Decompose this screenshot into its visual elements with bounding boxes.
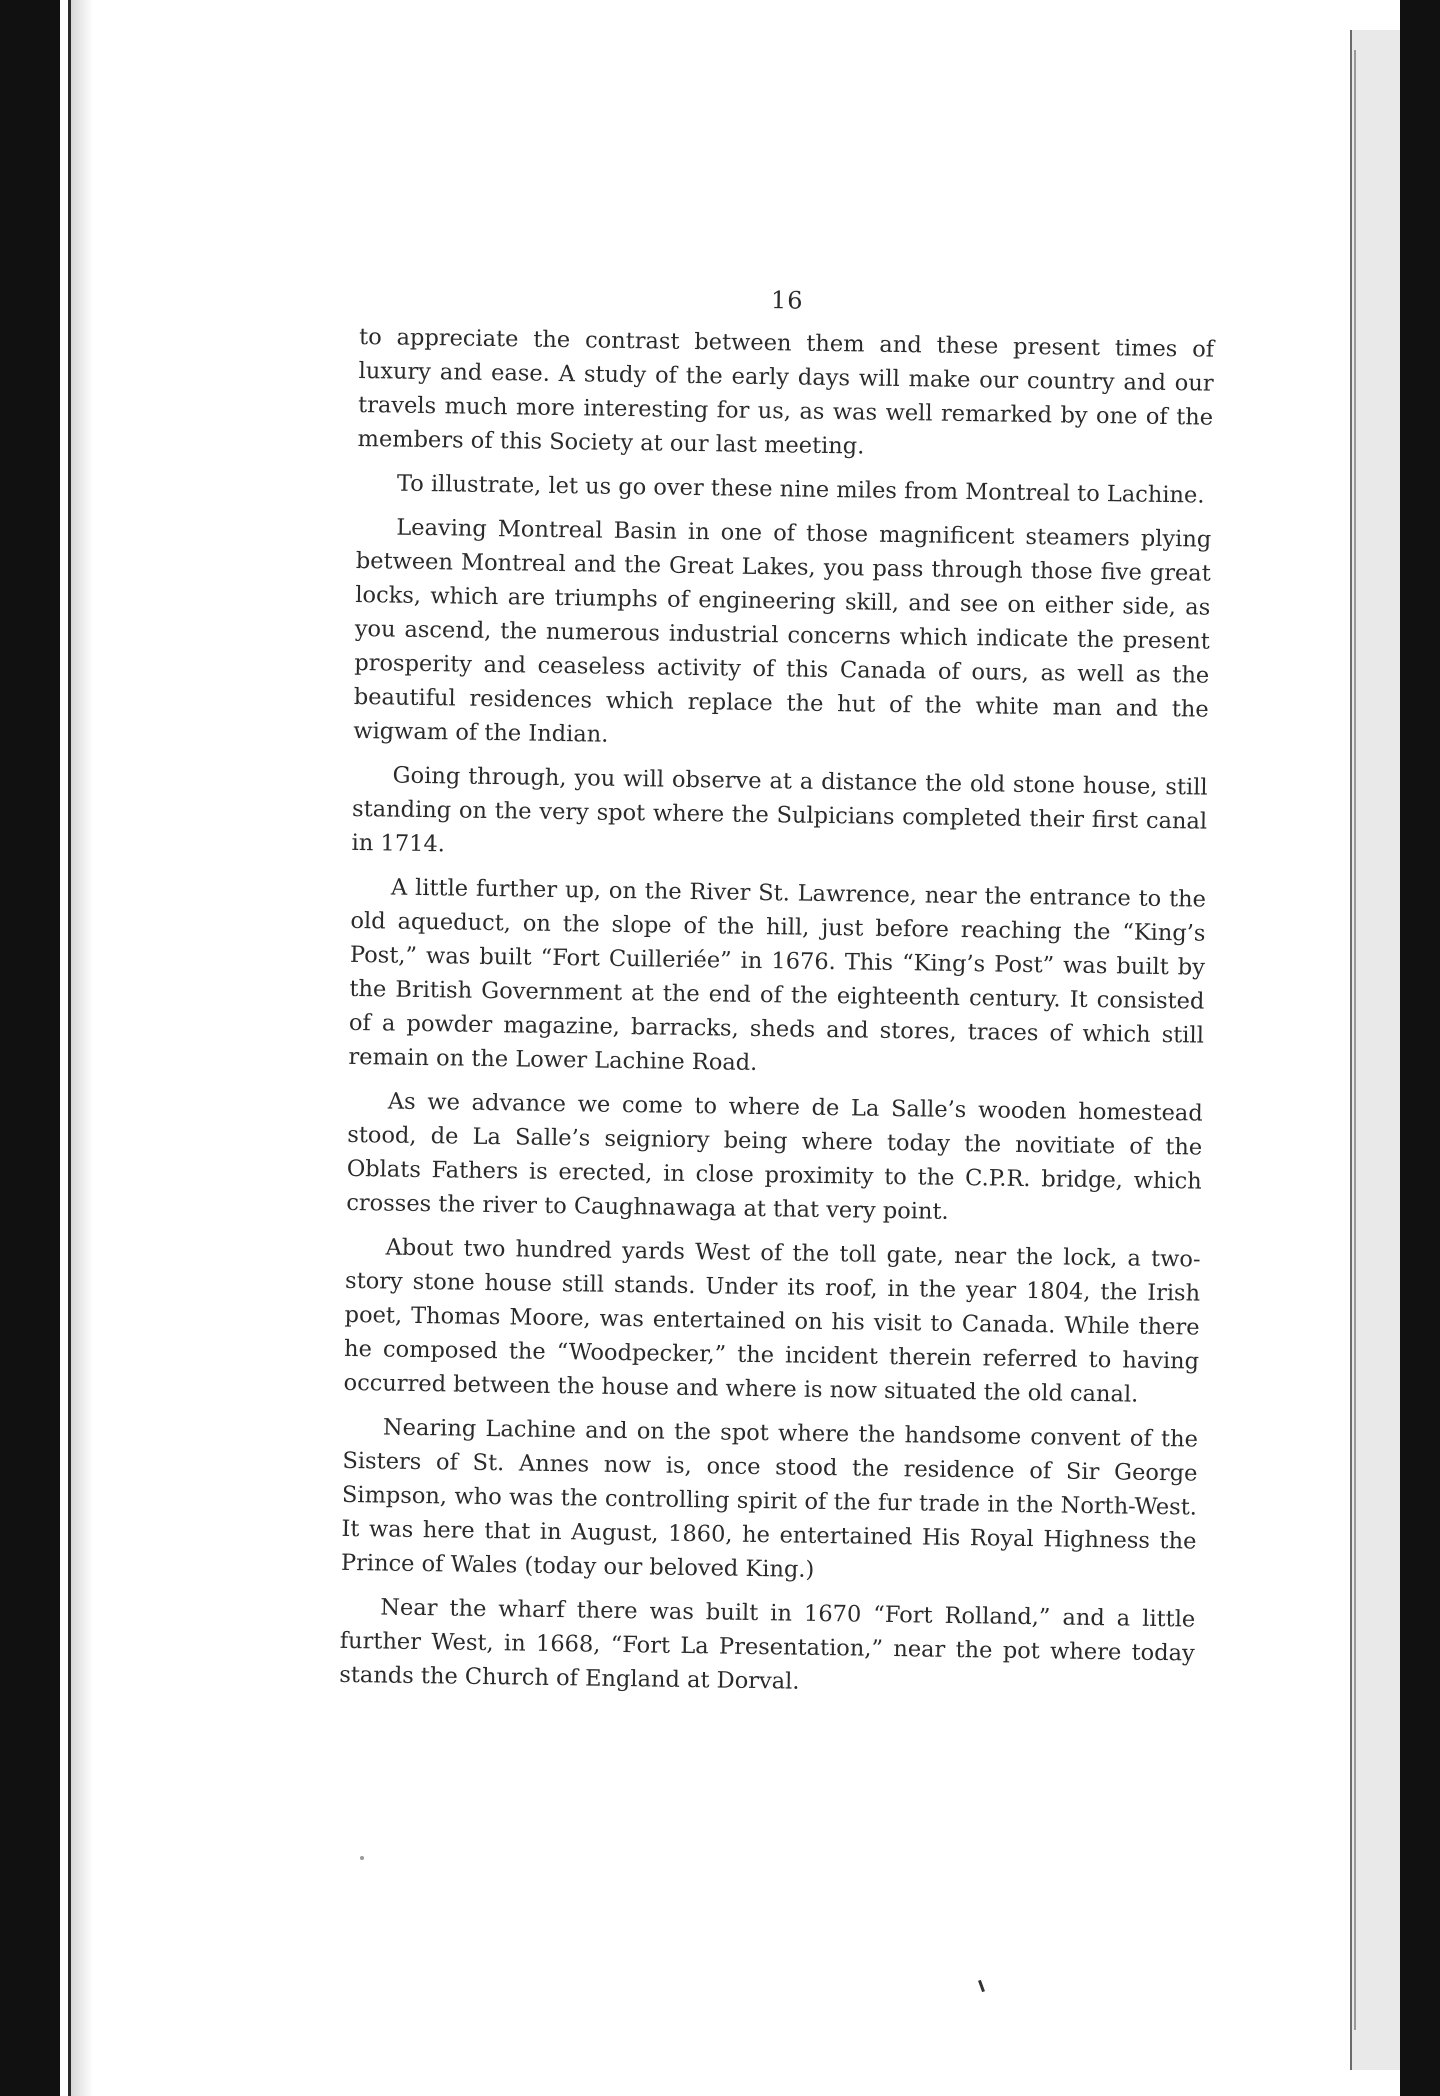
book-page xyxy=(339,280,1215,1715)
page-shadow xyxy=(71,0,93,2096)
scan-edge-left xyxy=(0,0,60,2096)
paragraph-fort-rolland: Near the wharf there was built in 1670 “Fort Rolland,” and a little further West, in 1668, “Fort La Presentation,” near the pot where today stands the Church of England at Dorval. xyxy=(339,1594,1196,1695)
paragraph-thomas-moore: About two hundred yards West of the toll gate, near the lock, a two-story stone house still stands. Under its roof, in the year 1804, the Irish poet, Thomas Moore, was entertained on his visit to Canada. While there he composed the “Woodpecker,” the incident therein referred to having occurred between the house and where is now situated the old canal. xyxy=(343,1234,1201,1408)
scan-edge-right xyxy=(1400,0,1440,2096)
scan-mark xyxy=(978,1980,985,1992)
facing-page-edge-line xyxy=(1354,50,1356,2030)
paragraph-sir-george-simpson: Nearing Lachine and on the spot where the handsome convent of the Sisters of St. Annes now is, once stood the residence of Sir George Simpson, who was the controlling spirit of the fur trade in the North-West. It was here that in August, 1860, he entertained His Royal Highness the Prince of Wales (today our beloved King.) xyxy=(340,1414,1199,1583)
facing-page-strip xyxy=(1350,30,1400,2070)
paragraph-kings-post: A little further up, on the River St. Lawrence, near the entrance to the old aqueduct, on the slope of the hill, just before reaching the “King’s Post,” was built “Fort Cuilleriée” in 1676. This “King’s Post” was built by the British Government at the end of the eighteenth century. It consisted of a powder magazine, barracks, sheds and stores, traces of which still remain on the Lower Lachine Road. xyxy=(348,874,1207,1076)
paragraph-la-salle: As we advance we come to where de La Salle’s wooden homestead stood, de La Salle’s seigniory being where today the novitiate of the Oblats Fathers is erected, in close proximity to the C.P.R. bridge, which crosses the river to Caughnawaga at that very point. xyxy=(346,1088,1203,1225)
paragraph-montreal-basin: Leaving Montreal Basin in one of those magnificent steamers plying between Montreal and the Great Lakes, you pass through those five great locks, which are triumphs of engineering skill, and see on either side, as you ascend, the numerous industrial concerns which indicate the present prosperity and ceaseless activity of this Canada of ours, as well as the beautiful residences which replace the hut of the white man and the wigwam of the Indian. xyxy=(353,514,1212,748)
paragraph-continuation: to appreciate the contrast between them and these present times of luxury and ease. A study of the early days will make our country and our travels much more interesting for us, as was well remarked by one of the members of this Society at our last meeting. xyxy=(357,323,1215,460)
page-number: 16 xyxy=(770,286,804,315)
paragraph-stone-house: Going through, you will observe at a distance the old stone house, still standing on the very spot where the Sulpicians completed their first canal in 1714. xyxy=(351,762,1208,858)
paragraph-illustrate: To illustrate, let us go over these nine miles from Montreal to Lachine. xyxy=(396,470,1205,509)
scan-speck xyxy=(360,1856,364,1860)
